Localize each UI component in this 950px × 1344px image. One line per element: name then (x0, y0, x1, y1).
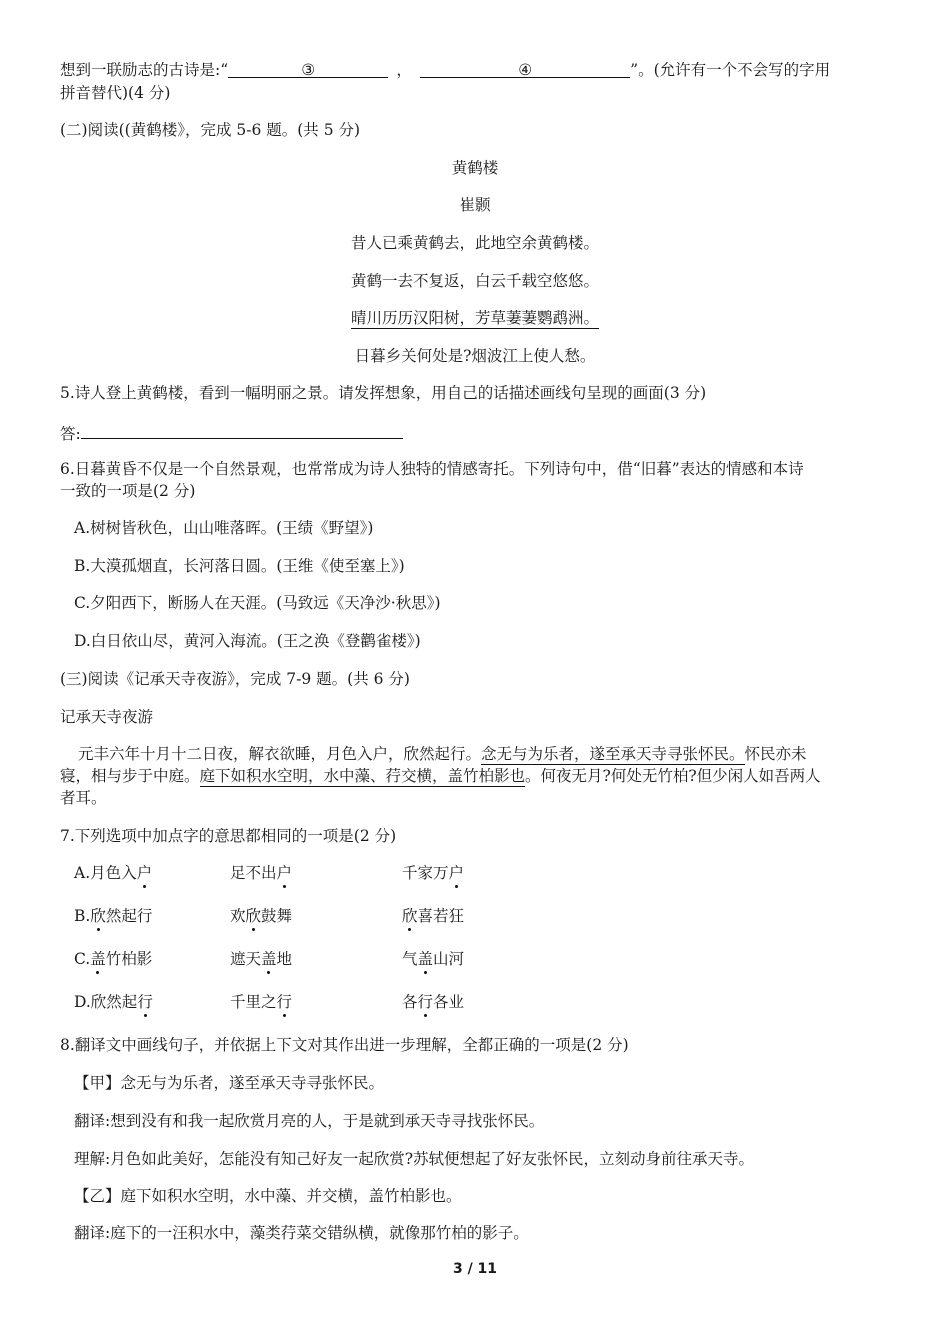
q7-text: D.欣然起 (74, 993, 138, 1011)
q7-text: C. (74, 950, 91, 968)
dotted-char: 欣 (245, 907, 262, 925)
q7-d-col1 (74, 991, 153, 1013)
section2-heading: (二)阅读((黄鹤楼》，完成 5-6 题。(共 5 分) (60, 121, 361, 139)
blank-4[interactable] (420, 59, 630, 78)
underlined-sentence-1: 念无与为乐者，遂至承天寺寻张怀民。 (481, 745, 745, 763)
poem-author: 崔颢 (459, 196, 491, 214)
dotted-char: 盖 (417, 950, 434, 968)
poem-title: 黄鹤楼 (451, 159, 499, 177)
q7-a-col1 (74, 862, 152, 884)
dotted-char: 欣 (90, 907, 106, 925)
q6-option-a[interactable]: A.树树皆秋色，山山唯落晖。(王绩《野望》) (74, 519, 374, 537)
prose-text: 寝，相与步于中庭。 (60, 767, 200, 785)
q7-text: 千里之 (230, 993, 277, 1011)
poem-line-2: 黄鹤一去不复返，白云千载空悠悠。 (350, 272, 599, 290)
dotted-char: 户 (276, 864, 293, 882)
q7-a-col2 (230, 862, 292, 884)
q7-c-col1 (74, 948, 152, 970)
q7-c-col2 (230, 948, 292, 970)
blank-3[interactable] (228, 59, 388, 78)
q8-yi-translation: 翻译:庭下的一汪积水中，藻类荇菜交错纵横，就像那竹柏的影子。 (74, 1224, 529, 1242)
prose-line-3: 者耳。 (60, 789, 107, 807)
prose-line-2 (60, 765, 821, 787)
answer-label: 答: (60, 425, 81, 443)
dotted-char: 盖 (261, 950, 277, 968)
blank-4-label: ④ (518, 61, 533, 79)
dotted-char: 欣 (402, 907, 418, 925)
q7-text: 欢 (230, 907, 246, 925)
prose-text: 元丰六年十月十二日夜，解衣欲睡，月色入户，欣然起行。 (78, 745, 482, 763)
dotted-char: 盖 (90, 950, 106, 968)
dotted-char: 户 (448, 864, 465, 882)
q7-text: 千家万 (402, 864, 449, 882)
q7-text: 地 (276, 950, 293, 968)
q4-suffix: ”。(允许有一个不会写的字用 (630, 61, 831, 79)
q4-prefix: 想到一联励志的古诗是:“ (60, 61, 229, 79)
q4-line2: 拼音替代)(4 分) (60, 84, 171, 102)
poem-underlined-line: 晴川历历汉阳树，芳草萋萋鹦鹉洲。 (350, 309, 599, 327)
answer-blank[interactable] (81, 420, 403, 439)
question-6-line1: 6.日暮黄昏不仅是一个自然景观，也常常成为诗人独特的情感寄托。下列诗句中，借“旧暮”表达的情感和本诗 (60, 460, 804, 478)
poem-line-4: 日暮乡关何处是?烟波江上使人愁。 (354, 347, 596, 365)
q7-b-col3 (402, 905, 464, 927)
q7-text: 遮天 (230, 950, 262, 968)
section3-heading: (三)阅读《记承天寺夜游》，完成 7-9 题。(共 6 分) (60, 670, 410, 688)
question-8: 8.翻译文中画线句子，并依据上下文对其作出进一步理解，全都正确的一项是(2 分) (60, 1036, 629, 1054)
dotted-char: 行 (276, 993, 293, 1011)
q4-sep: ， (396, 61, 412, 79)
poem-line-1: 昔人已乘黄鹤去，此地空余黄鹤楼。 (350, 234, 599, 252)
dotted-char: 户 (136, 864, 153, 882)
q7-c-col3 (402, 948, 464, 970)
q7-d-col2 (230, 991, 292, 1013)
question-5: 5.诗人登上黄鹤楼，看到一幅明丽之景。请发挥想象，用自己的话描述画线句呈现的画面(3 分) (60, 384, 707, 402)
q7-text: 各业 (433, 993, 465, 1011)
answer-line (60, 420, 403, 445)
prose-line-1 (60, 743, 807, 765)
dotted-char: 行 (137, 993, 153, 1011)
q7-b-col2 (230, 905, 292, 927)
q7-text: 山河 (433, 950, 465, 968)
q7-text: 气 (402, 950, 418, 968)
q8-yi-sentence: 【乙】庭下如积水空明，水中藻、并交横，盖竹柏影也。 (74, 1187, 462, 1205)
q7-text: 各 (402, 993, 418, 1011)
prose-text: 怀民亦未 (744, 745, 807, 763)
poem-line-3 (0, 307, 950, 329)
q7-text: 鼓舞 (261, 907, 293, 925)
q7-text: 竹柏影 (105, 950, 153, 968)
blank-3-label: ③ (301, 61, 316, 79)
q4-fill-line (60, 59, 830, 81)
question-7: 7.下列选项中加点字的意思都相同的一项是(2 分) (60, 827, 397, 845)
q6-option-c[interactable]: C.夕阳西下，断肠人在天涯。(马致远《天净沙·秋思》) (74, 594, 441, 612)
q7-text: B. (74, 907, 91, 925)
q7-text: 喜若狂 (417, 907, 465, 925)
q8-jia-understanding: 理解:月色如此美好，怎能没有知己好友一起欣赏?苏轼便想起了好友张怀民，立刻动身前往承天寺。 (74, 1150, 755, 1168)
q7-text: 足不出 (230, 864, 277, 882)
q7-a-col3 (402, 862, 464, 884)
q6-option-b[interactable]: B.大漠孤烟直，长河落日圆。(王维《使至塞上》) (74, 557, 405, 575)
q8-jia-translation: 翻译:想到没有和我一起欣赏月亮的人，于是就到承天寺寻找张怀民。 (74, 1112, 545, 1130)
question-6-line2: 一致的一项是(2 分) (60, 482, 196, 500)
dotted-char: 行 (417, 993, 434, 1011)
page-number: 3 / 11 (452, 1261, 498, 1277)
q7-d-col3 (402, 991, 464, 1013)
q8-jia-sentence: 【甲】念无与为乐者，遂至承天寺寻张怀民。 (74, 1074, 385, 1092)
prose-title: 记承天寺夜游 (60, 708, 154, 726)
prose-text: 。何夜无月?何处无竹柏?但少闲人如吾两人 (525, 767, 821, 785)
q7-text: 然起行 (105, 907, 153, 925)
q7-b-col1 (74, 905, 152, 927)
underlined-sentence-2: 庭下如积水空明，水中藻、荇交横，盖竹柏影也 (199, 767, 526, 785)
q6-option-d[interactable]: D.白日依山尽，黄河入海流。(王之涣《登鹳雀楼》) (74, 632, 421, 650)
q7-text: A.月色入 (74, 864, 137, 882)
